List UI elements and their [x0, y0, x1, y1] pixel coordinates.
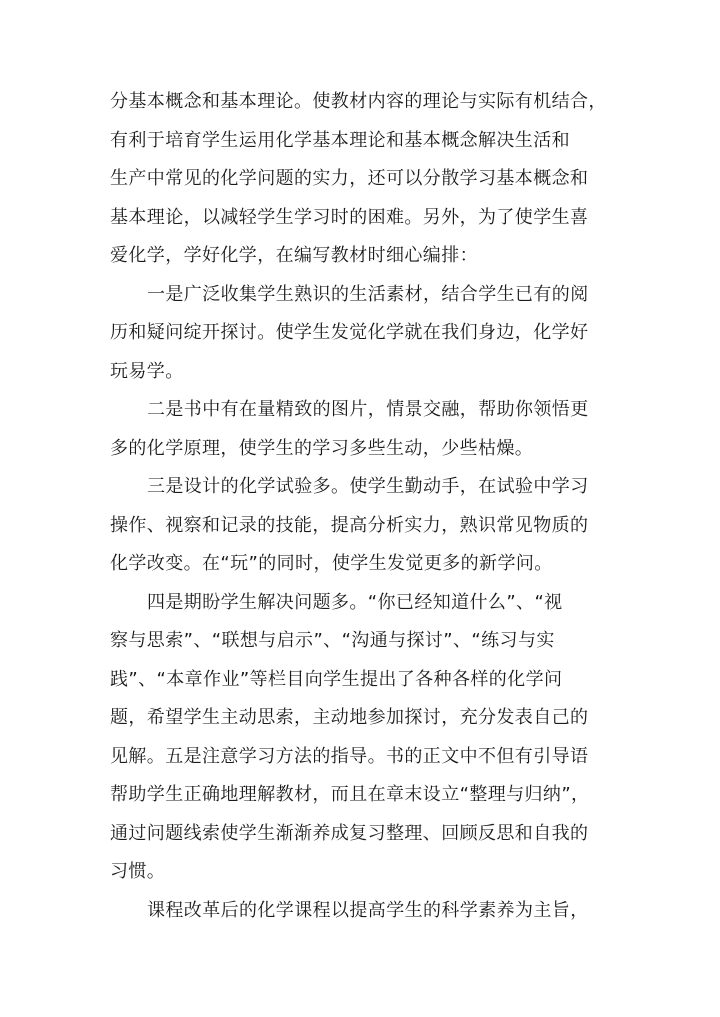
body-text	[110, 83, 620, 930]
text-line: 生产中常见的化学问题的实力，还可以分散学习基本概念和	[110, 168, 589, 189]
text-line: 见解。五是注意学习方法的指导。书的正文中不但有引导语	[110, 745, 589, 767]
text-line: 践”、“本章作业”等栏目向学生提出了各种各样的化学问	[110, 668, 563, 690]
text-line: 操作、视察和记录的技能，提高分析实力，熟识常见物质的	[110, 514, 589, 536]
text-line: 察与思索”、“联想与启示”、“沟通与探讨”、“练习与实	[110, 630, 555, 651]
text-line: 多的化学原理，使学生的学习多些生动，少些枯燥。	[110, 437, 534, 459]
text-line: 基本理论，以减轻学生学习时的困难。另外，为了使学生喜	[110, 206, 589, 228]
text-line: 四是期盼学生解决问题多。“你已经知道什么”、“视	[147, 591, 563, 613]
text-line: 爱化学，学好化学，在编写教材时细心编排：	[110, 245, 478, 266]
text-line: 化学改变。在“玩”的同时，使学生发觉更多的新学问。	[110, 553, 553, 574]
text-line: 三是设计的化学试验多。使学生勤动手，在试验中学习	[147, 476, 589, 497]
text-line: 通过问题线索使学生渐渐养成复习整理、回顾反思和自我的	[110, 822, 589, 844]
text-line: 一是广泛收集学生熟识的生活素材，结合学生已有的阅	[147, 283, 589, 305]
text-line: 历和疑问绽开探讨。使学生发觉化学就在我们身边，化学好	[110, 322, 589, 343]
text-line: 题，希望学生主动思索，主动地参加探讨，充分发表自己的	[110, 707, 589, 728]
text-line: 有利于培育学生运用化学基本理论和基本概念解决生活和	[110, 129, 570, 151]
text-line: 玩易学。	[110, 360, 184, 382]
text-line: 习惯。	[110, 861, 166, 882]
text-line: 课程改革后的化学课程以提高学生的科学素养为主旨，	[147, 899, 589, 921]
text-line: 分基本概念和基本理论。使教材内容的理论与实际有机结合，	[110, 91, 607, 112]
text-line: 二是书中有在量精致的图片，情景交融，帮助你领悟更	[147, 399, 589, 420]
text-line: 帮助学生正确地理解教材，而且在章末设立“整理与归纳”，	[110, 784, 590, 805]
